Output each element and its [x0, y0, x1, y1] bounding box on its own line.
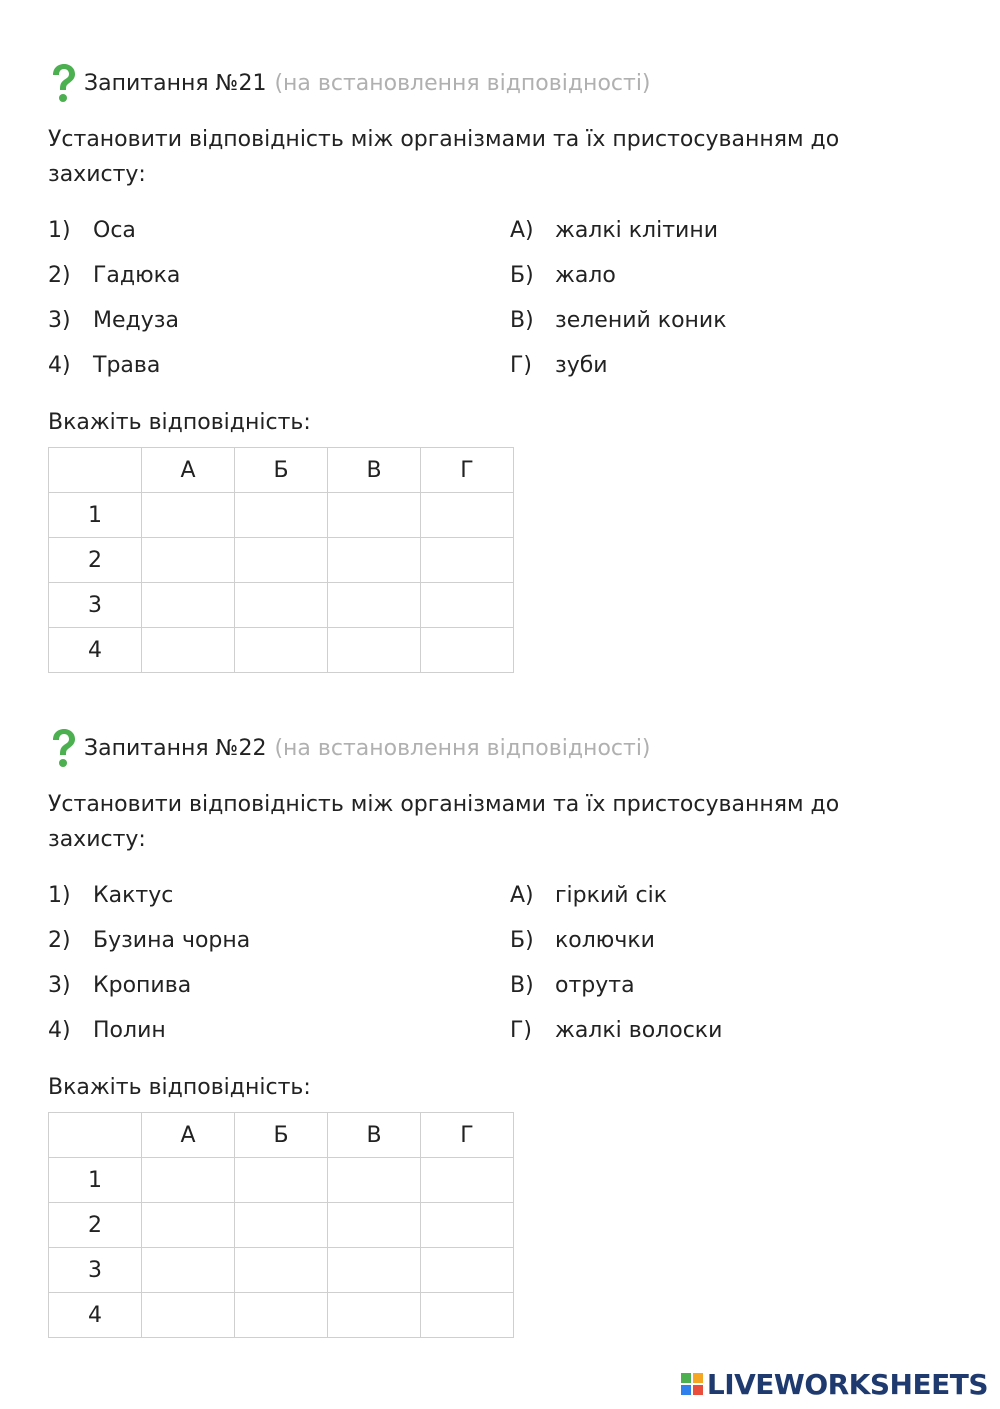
question-21 [48, 62, 948, 673]
answer-cell[interactable] [421, 1248, 514, 1293]
item-letter: Г) [510, 1018, 532, 1043]
table-row [49, 628, 514, 673]
answer-cell[interactable] [328, 583, 421, 628]
column-header: Б [235, 448, 328, 493]
answer-cell[interactable] [328, 1203, 421, 1248]
question-title: Запитання №22 [84, 735, 267, 761]
matching-list [48, 208, 948, 388]
question-subtitle: (на встановлення відповідності) [274, 735, 651, 761]
answer-cell[interactable] [235, 1293, 328, 1338]
item-organism: Кропива [93, 973, 192, 998]
table-row [49, 538, 514, 583]
answer-cell[interactable] [328, 1158, 421, 1203]
question-22 [48, 727, 948, 1338]
list-item [48, 253, 948, 298]
question-header [48, 727, 948, 769]
item-adaptation: колючки [555, 928, 655, 953]
answer-cell[interactable] [142, 628, 235, 673]
item-adaptation: отрута [555, 973, 635, 998]
table-row [49, 1248, 514, 1293]
item-adaptation: зелений коник [555, 308, 727, 333]
answer-cell[interactable] [328, 1293, 421, 1338]
answer-cell[interactable] [235, 583, 328, 628]
answer-cell[interactable] [142, 583, 235, 628]
answer-cell[interactable] [142, 493, 235, 538]
logo-text: LIVEWORKSHEETS [706, 1367, 988, 1401]
table-row [49, 493, 514, 538]
corner-cell [49, 1113, 142, 1158]
list-item [48, 1008, 948, 1053]
answer-grid [48, 1112, 514, 1338]
item-organism: Бузина чорна [93, 928, 251, 953]
answer-cell[interactable] [235, 1203, 328, 1248]
item-number: 4) [48, 353, 71, 378]
list-item [48, 963, 948, 1008]
column-header: А [142, 1113, 235, 1158]
matching-list [48, 873, 948, 1053]
item-number: 4) [48, 1018, 71, 1043]
row-header: 2 [49, 538, 142, 583]
question-header [48, 62, 948, 104]
item-letter: В) [510, 973, 534, 998]
item-organism: Гадюка [93, 263, 181, 288]
row-header: 1 [49, 1158, 142, 1203]
item-number: 3) [48, 973, 71, 998]
answer-cell[interactable] [421, 1293, 514, 1338]
item-organism: Медуза [93, 308, 179, 333]
row-header: 2 [49, 1203, 142, 1248]
row-header: 3 [49, 1248, 142, 1293]
answer-cell[interactable] [142, 1158, 235, 1203]
answer-cell[interactable] [421, 493, 514, 538]
answer-cell[interactable] [421, 538, 514, 583]
item-adaptation: зуби [555, 353, 608, 378]
item-organism: Трава [93, 353, 161, 378]
column-header: Г [421, 1113, 514, 1158]
list-item [48, 298, 948, 343]
column-header: В [328, 448, 421, 493]
answer-cell[interactable] [328, 628, 421, 673]
list-item [48, 208, 948, 253]
item-number: 1) [48, 883, 71, 908]
item-organism: Полин [93, 1018, 166, 1043]
answer-cell[interactable] [421, 583, 514, 628]
item-organism: Кактус [93, 883, 174, 908]
answer-cell[interactable] [235, 628, 328, 673]
liveworksheets-logo [681, 1366, 988, 1402]
item-number: 3) [48, 308, 71, 333]
list-item [48, 873, 948, 918]
answer-cell[interactable] [328, 493, 421, 538]
answer-cell[interactable] [235, 493, 328, 538]
question-subtitle: (на встановлення відповідності) [274, 70, 651, 96]
item-letter: Г) [510, 353, 532, 378]
question-text: Установити відповідність між організмами та їх пристосуванням до захисту: [48, 127, 840, 187]
item-number: 1) [48, 218, 71, 243]
question-text: Установити відповідність між організмами та їх пристосуванням до захисту: [48, 792, 840, 852]
answer-cell[interactable] [328, 538, 421, 583]
item-number: 2) [48, 263, 71, 288]
column-header: А [142, 448, 235, 493]
list-item [48, 343, 948, 388]
answer-cell[interactable] [142, 1248, 235, 1293]
item-letter: А) [510, 218, 534, 243]
question-title: Запитання №21 [84, 70, 267, 96]
answer-cell[interactable] [235, 1248, 328, 1293]
answer-cell[interactable] [142, 538, 235, 583]
table-row [49, 1158, 514, 1203]
table-row [49, 583, 514, 628]
item-letter: А) [510, 883, 534, 908]
item-organism: Оса [93, 218, 136, 243]
table-header-row [49, 1113, 514, 1158]
item-letter: Б) [510, 263, 534, 288]
answer-cell[interactable] [421, 1203, 514, 1248]
answer-cell[interactable] [235, 1158, 328, 1203]
question-mark-icon [48, 62, 78, 104]
item-number: 2) [48, 928, 71, 953]
item-letter: Б) [510, 928, 534, 953]
item-letter: В) [510, 308, 534, 333]
corner-cell [49, 448, 142, 493]
column-header: В [328, 1113, 421, 1158]
column-header: Г [421, 448, 514, 493]
answer-cell[interactable] [328, 1248, 421, 1293]
table-header-row [49, 448, 514, 493]
item-adaptation: жалкі клітини [555, 218, 719, 243]
item-adaptation: жало [555, 263, 616, 288]
answer-prompt: Вкажіть відповідність: [48, 1075, 311, 1100]
item-adaptation: гіркий сік [555, 883, 668, 908]
logo-icon [681, 1373, 703, 1395]
answer-cell[interactable] [142, 1293, 235, 1338]
table-row [49, 1203, 514, 1248]
answer-prompt: Вкажіть відповідність: [48, 410, 311, 435]
list-item [48, 918, 948, 963]
answer-cell[interactable] [142, 1203, 235, 1248]
answer-cell[interactable] [235, 538, 328, 583]
answer-cell[interactable] [421, 628, 514, 673]
row-header: 4 [49, 628, 142, 673]
answer-cell[interactable] [421, 1158, 514, 1203]
row-header: 1 [49, 493, 142, 538]
question-mark-icon [48, 727, 78, 769]
item-adaptation: жалкі волоски [555, 1018, 723, 1043]
column-header: Б [235, 1113, 328, 1158]
table-row [49, 1293, 514, 1338]
answer-grid [48, 447, 514, 673]
row-header: 4 [49, 1293, 142, 1338]
row-header: 3 [49, 583, 142, 628]
